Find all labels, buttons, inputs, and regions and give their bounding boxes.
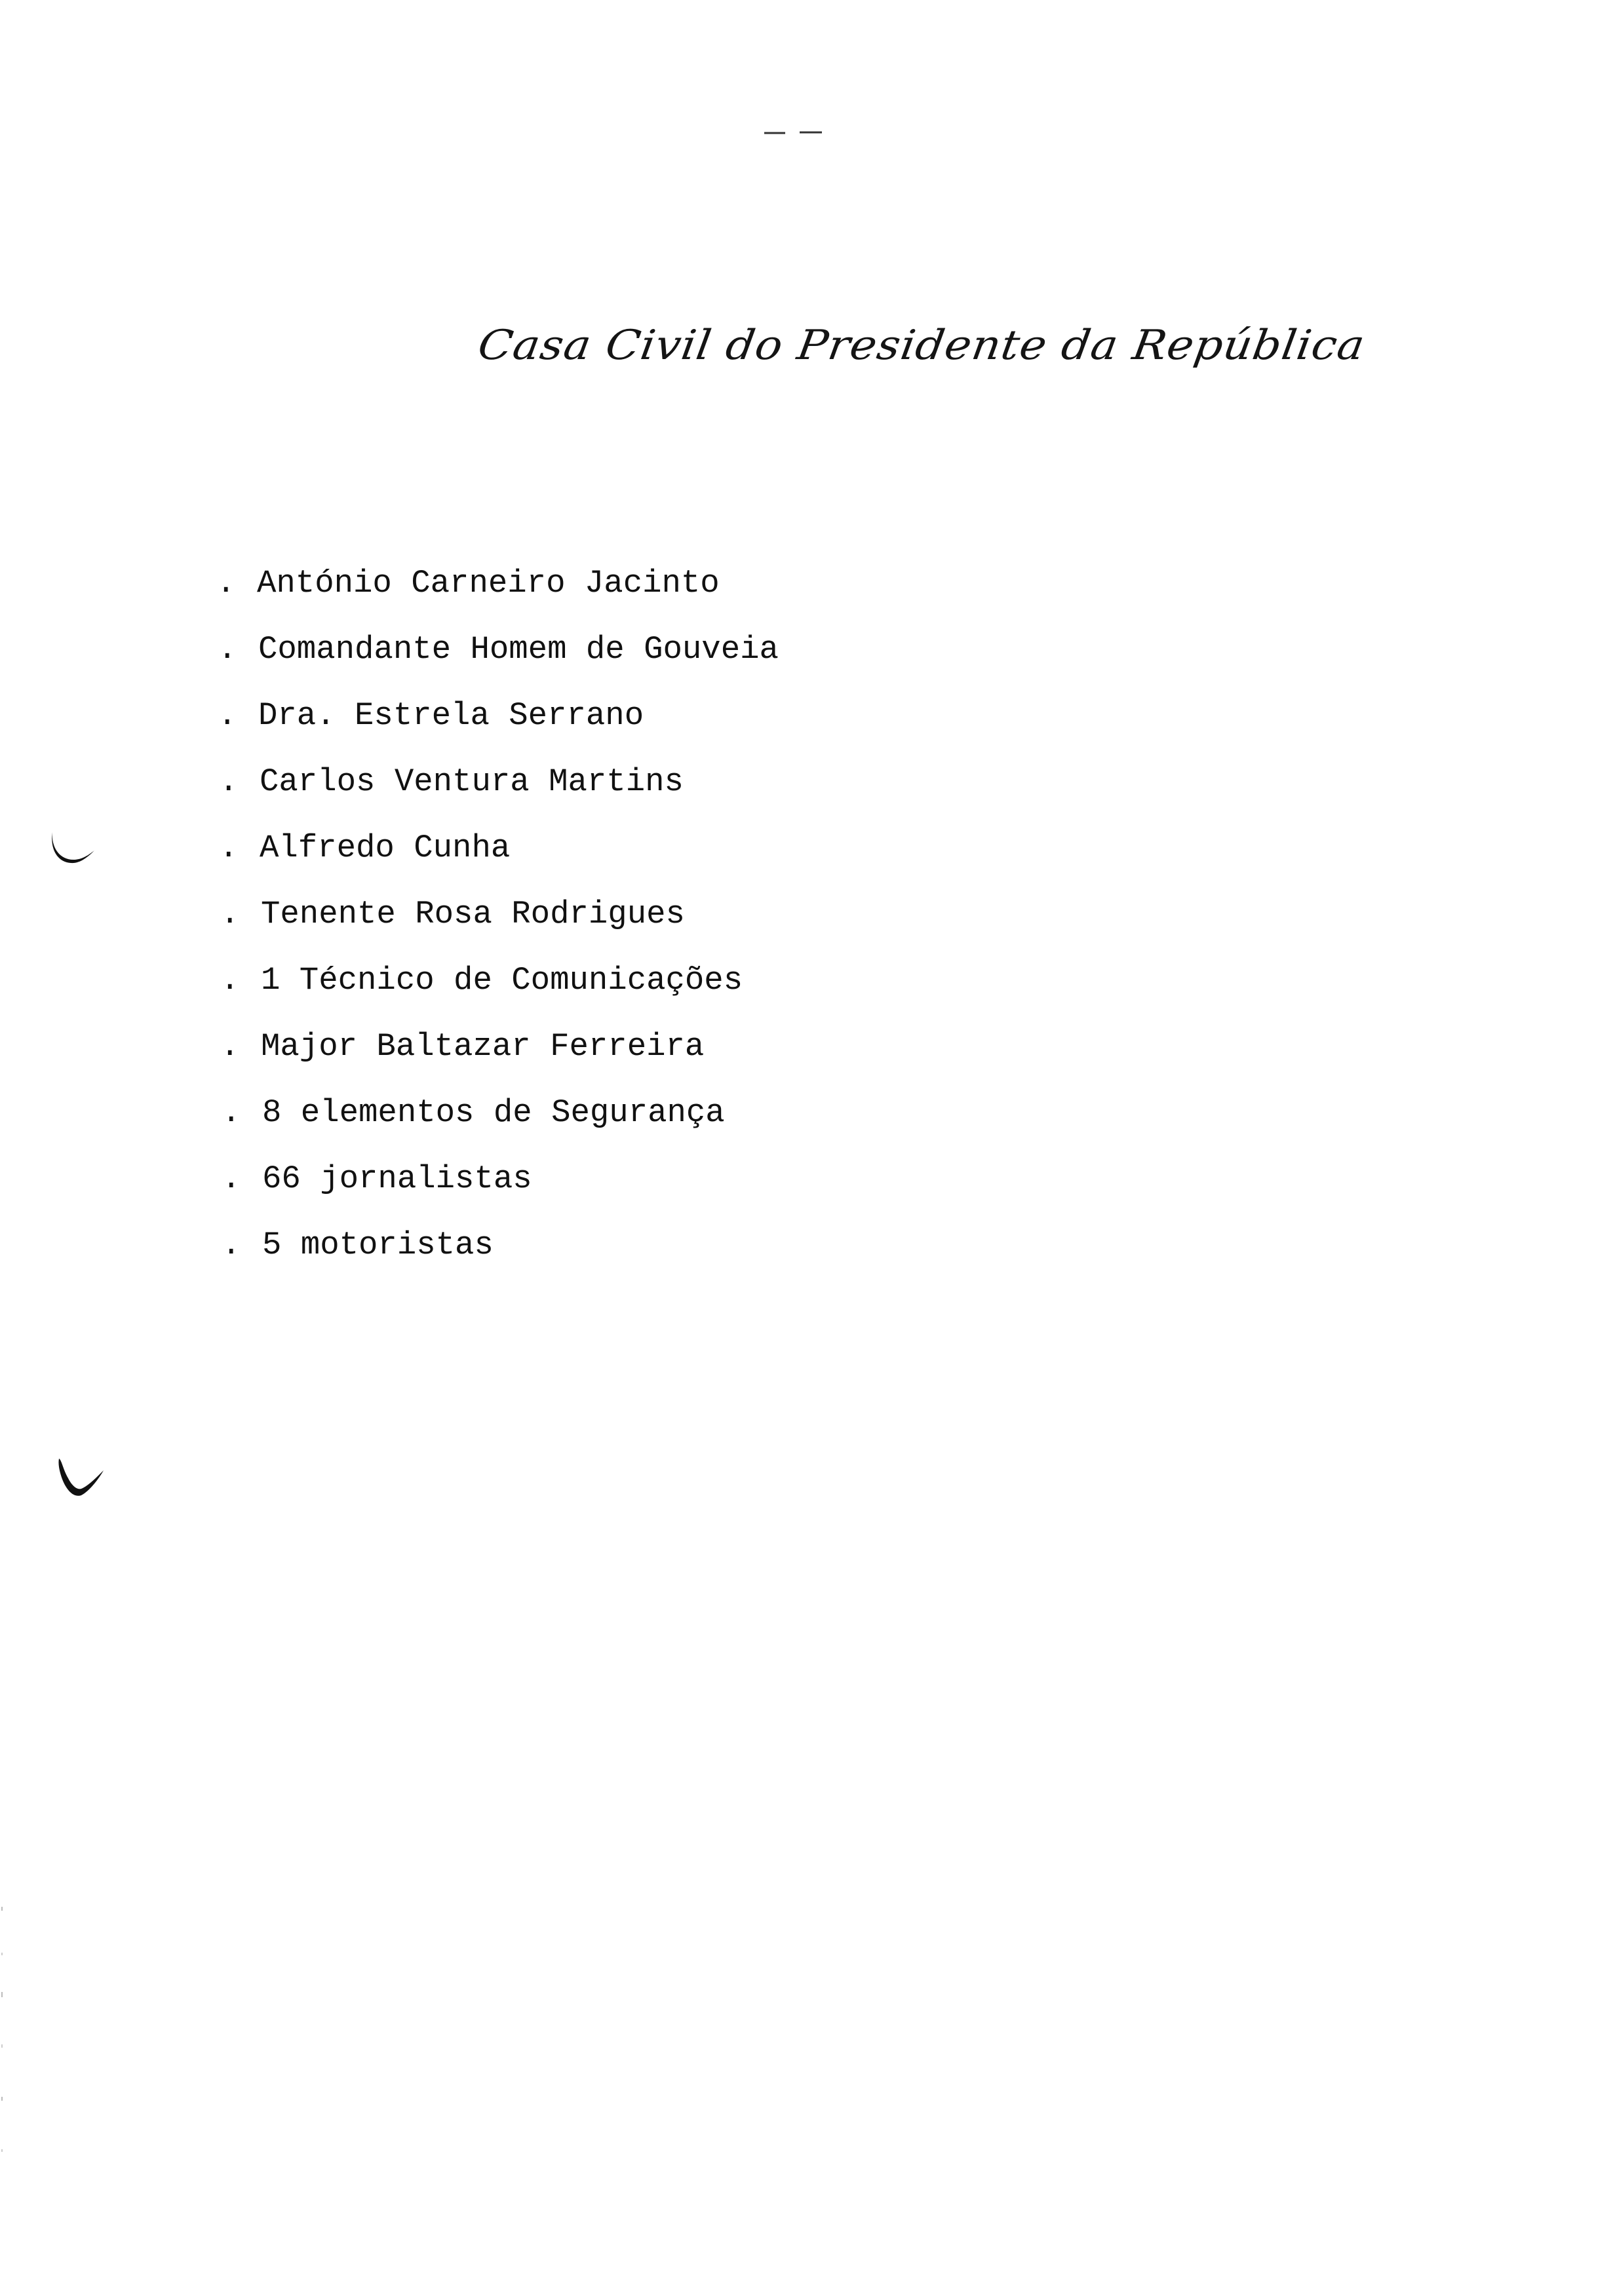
- list-item: [222, 1158, 779, 1224]
- list-item: [220, 1025, 779, 1092]
- attendee-name: Tenente Rosa Rodrigues: [261, 896, 685, 932]
- bullet: .: [219, 830, 239, 866]
- bullet: .: [220, 962, 240, 999]
- attendee-name: Major Baltazar Ferreira: [261, 1028, 705, 1065]
- attendee-name: 66 jornalistas: [262, 1160, 532, 1197]
- list-item: [218, 628, 779, 695]
- bullet: .: [218, 631, 237, 668]
- bullet: .: [218, 697, 237, 734]
- attendee-name: Dra. Estrela Serrano: [258, 697, 644, 734]
- bullet: .: [220, 896, 240, 932]
- list-item: [222, 1092, 779, 1158]
- scan-edge-specks: [0, 1900, 8, 2175]
- list-item: [219, 827, 779, 893]
- attendee-name: António Carneiro Jacinto: [257, 565, 720, 602]
- attendee-name: Comandante Homem de Gouveia: [258, 631, 779, 668]
- bullet: .: [216, 565, 236, 602]
- list-item: [222, 1224, 779, 1290]
- attendee-name: 5 motoristas: [262, 1227, 494, 1263]
- bullet: .: [219, 763, 239, 800]
- attendee-name: Carlos Ventura Martins: [260, 763, 684, 800]
- attendee-name: 8 elementos de Segurança: [262, 1094, 725, 1131]
- letterhead-title: Casa Civil do Presidente da República: [475, 322, 1369, 370]
- bullet: .: [222, 1160, 241, 1197]
- attendee-name: Alfredo Cunha: [260, 830, 511, 866]
- list-item: [220, 893, 779, 959]
- page-number-mark: [762, 128, 827, 138]
- bullet: .: [222, 1227, 241, 1263]
- list-item: [220, 959, 779, 1025]
- attendee-list: [216, 562, 779, 1290]
- bullet: .: [222, 1094, 241, 1131]
- list-item: [219, 761, 779, 827]
- bullet: .: [220, 1028, 240, 1065]
- check-mark-icon: [55, 1453, 107, 1499]
- attendee-name: 1 Técnico de Comunicações: [261, 962, 743, 999]
- list-item: [216, 562, 779, 628]
- list-item: [218, 695, 779, 761]
- check-mark-icon: [47, 827, 100, 866]
